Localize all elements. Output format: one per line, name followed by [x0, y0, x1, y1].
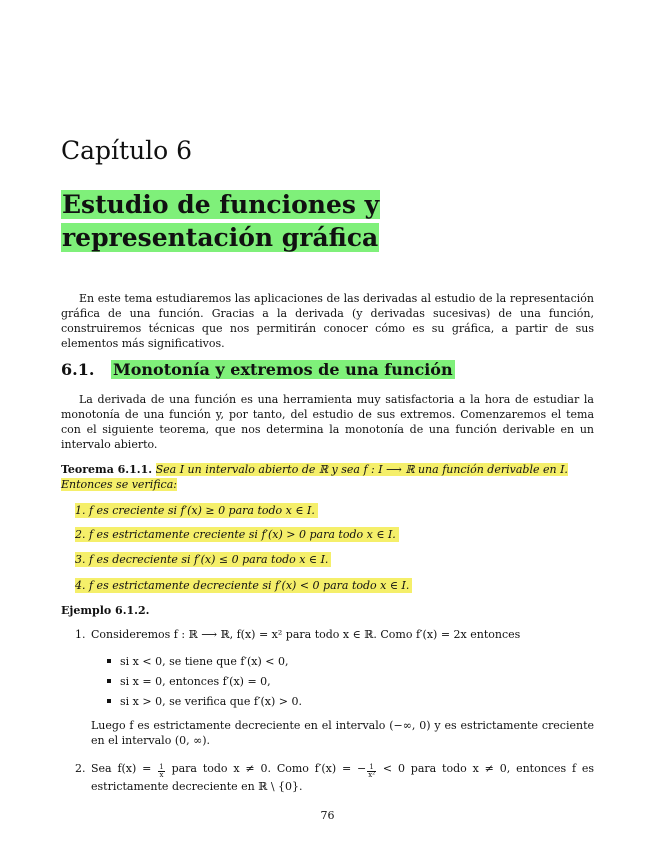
chapter-title — [61, 188, 531, 254]
section-paragraph: La derivada de una función es una herramienta muy satisfactoria a la hora de estudiar la monotonía de una función y, por tanto, del estudio de sus extremos. Comenzaremos el tema con el siguiente teorema, que nos determina la monotonía de una función derivable en un intervalo abierto. — [61, 393, 594, 451]
fraction-denominator: x² — [368, 771, 376, 779]
bullet-icon — [107, 699, 111, 703]
example-item-2-number: 2. — [75, 762, 86, 775]
section-heading — [61, 360, 601, 380]
theorem-item-3: 3. f es decreciente si f′(x) ≤ 0 para todo x ∈ I. — [75, 552, 331, 567]
fraction-denominator: x — [159, 771, 164, 779]
bullet-text: si x = 0, entonces f′(x) = 0, — [120, 675, 271, 688]
example-item-2-text — [91, 761, 594, 794]
example-item-1 — [75, 627, 594, 642]
example-item-1-text: Consideremos f : ℝ ⟶ ℝ, f(x) = x² para todo x ∈ ℝ. Como f′(x) = 2x entonces — [91, 628, 521, 641]
fraction-numerator: 1 — [367, 764, 376, 772]
theorem-text: Sea I un intervalo abierto de ℝ y sea f : I ⟶ ℝ una función derivable en I. Entonces se verifica: — [61, 463, 568, 491]
bullet-item-1 — [107, 654, 288, 669]
theorem-item-4: 4. f es estrictamente decreciente si f′(x) < 0 para todo x ∈ I. — [75, 578, 412, 593]
fraction-numerator: 1 — [159, 763, 164, 771]
fraction-1-over-x-squared — [367, 764, 376, 779]
theorem-statement — [61, 462, 594, 492]
example-item-1-number: 1. — [75, 628, 86, 641]
theorem-label: Teorema 6.1.1. — [61, 463, 153, 476]
example-item-2 — [75, 761, 594, 794]
example-item-2-part-b: para todo x ≠ 0. Como f′(x) = − — [171, 762, 367, 775]
bullet-item-3 — [107, 694, 302, 709]
page-number: 76 — [320, 809, 335, 822]
example-heading: Ejemplo 6.1.2. — [61, 604, 150, 617]
bullet-item-2 — [107, 674, 271, 689]
bullet-icon — [107, 679, 111, 683]
section-number: 6.1. — [61, 360, 95, 379]
chapter-label: Capítulo 6 — [61, 136, 193, 165]
example-item-2-part-a: Sea f(x) = — [91, 762, 152, 775]
theorem-item-1: 1. f es creciente si f′(x) ≥ 0 para todo x ∈ I. — [75, 503, 318, 518]
intro-paragraph: En este tema estudiaremos las aplicaciones de las derivadas al estudio de la representación gráfica de una función. Gracias a la derivada (y derivadas sucesivas) de una función, construiremos técnicas que nos permitirán conocer cómo es su gráfica, a partir de sus elementos más significativos. — [61, 292, 594, 350]
bullet-text: si x < 0, se tiene que f′(x) < 0, — [120, 655, 289, 668]
theorem-item-2: 2. f es estrictamente creciente si f′(x) > 0 para todo x ∈ I. — [75, 527, 399, 542]
fraction-1-over-x — [158, 764, 164, 779]
bullet-text: si x > 0, se verifica que f′(x) > 0. — [120, 695, 302, 708]
example-item-1-conclusion: Luego f es estrictamente decreciente en el intervalo (−∞, 0) y es estrictamente creciente en el intervalo (0, ∞). — [91, 719, 594, 747]
bullet-icon — [107, 659, 111, 663]
example-item-2-part-c: < 0 para todo x ≠ 0, entonces f es estrictamente decreciente en ℝ \ {0}. — [91, 762, 595, 793]
section-title: Monotonía y extremos de una función — [113, 360, 453, 379]
chapter-title-text: Estudio de funciones y representación gráfica — [62, 190, 380, 252]
